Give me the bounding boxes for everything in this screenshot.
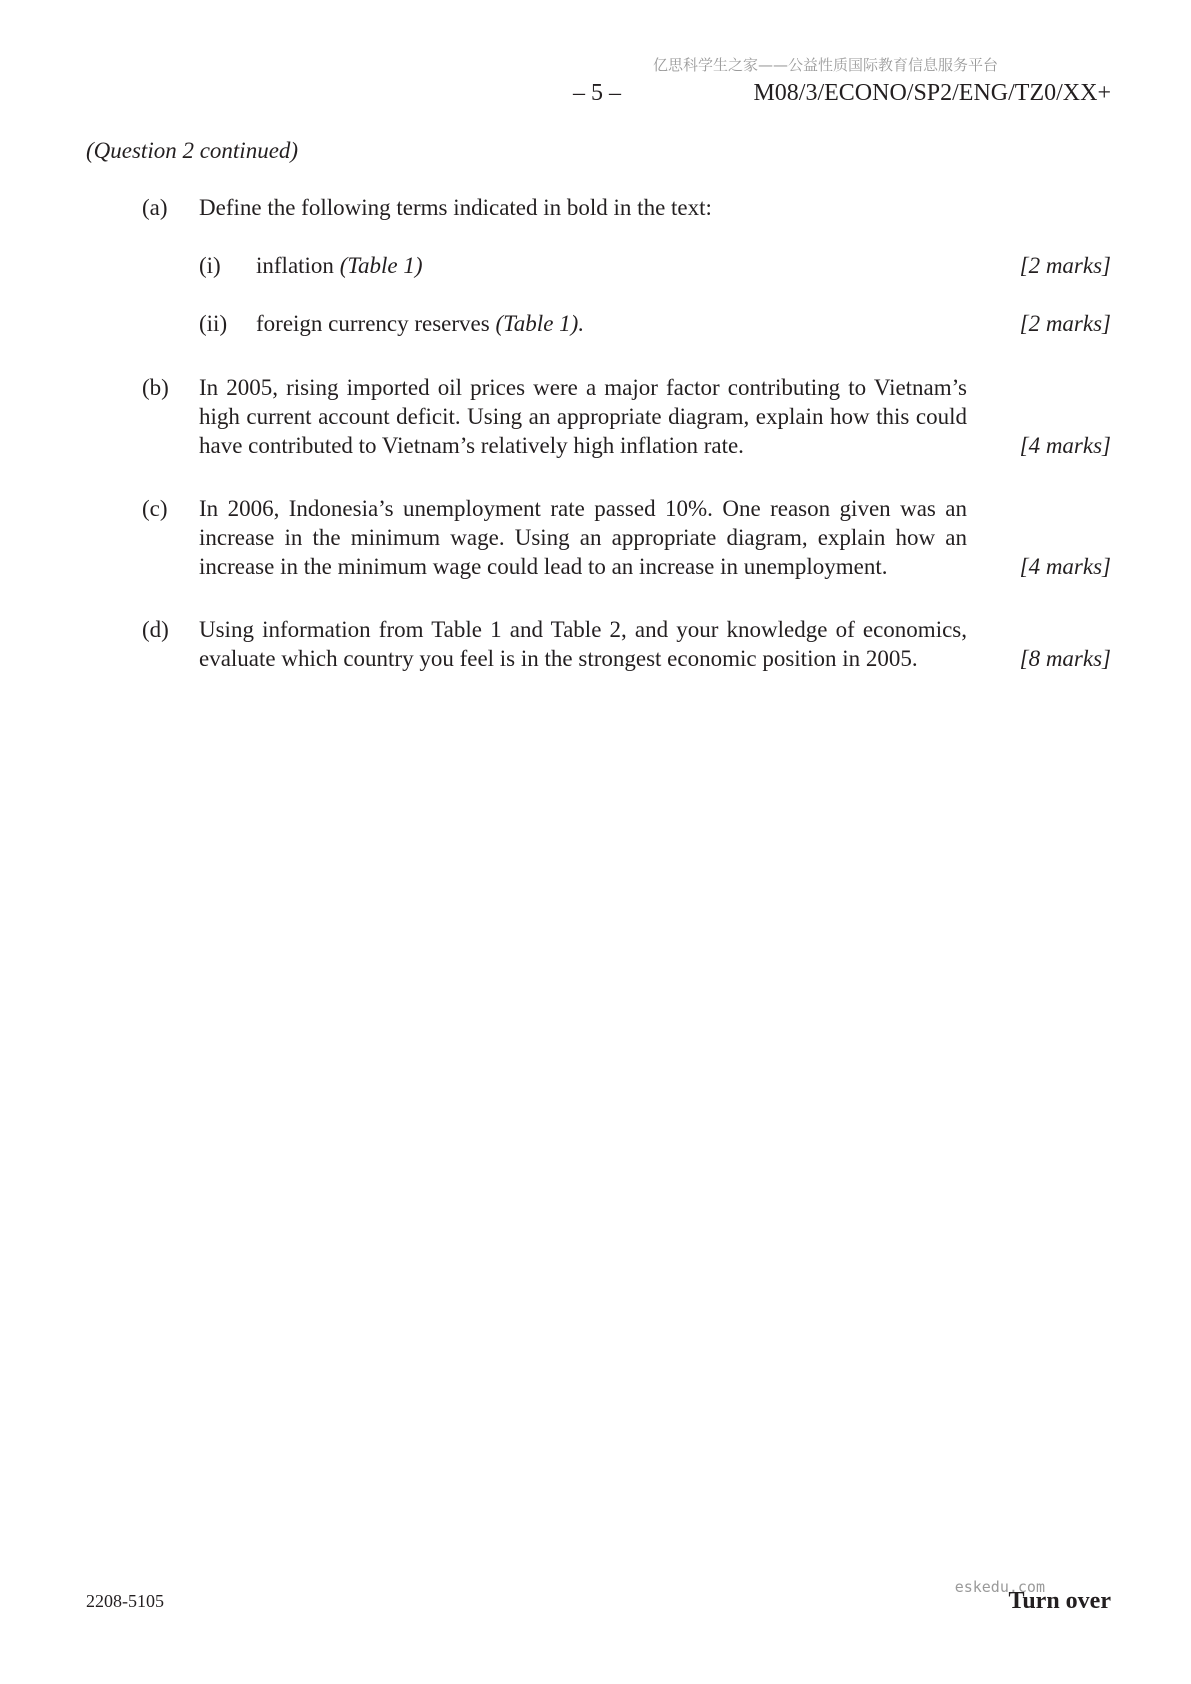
question-text: In 2005, rising imported oil prices were a major factor contributing to Vietnam’s high current account deficit. Using an appropriate diagram, explain how this could have contributed to Vietnam’s relatively high inflation rate. — [199, 375, 967, 458]
turn-over-label: Turn over — [1008, 1588, 1111, 1614]
question-text: Using information from Table 1 and Table 2, and your knowledge of economics, evaluate which country you feel is in the strongest economic position in 2005. — [199, 617, 967, 671]
marks: [4 marks] — [1019, 433, 1111, 458]
footer-code: 2208-5105 — [86, 1591, 164, 1611]
marks: [8 marks] — [1019, 646, 1111, 671]
question-label: (c) — [142, 496, 168, 521]
question-b — [0, 373, 1191, 463]
page-number: – 5 – — [573, 80, 621, 106]
paper-code: M08/3/ECONO/SP2/ENG/TZ0/XX+ — [753, 80, 1111, 106]
question-text: Define the following terms indicated in bold in the text: — [199, 195, 712, 220]
watermark-header: 亿思科学生之家——公益性质国际教育信息服务平台 — [652, 56, 998, 74]
subquestion-label: (ii) — [199, 311, 228, 336]
subquestion-text — [256, 309, 584, 338]
question-label: (a) — [142, 195, 168, 220]
term: foreign currency reserves — [256, 311, 496, 336]
question-label: (d) — [142, 617, 169, 642]
table-reference: (Table 1) — [339, 253, 423, 278]
continued-label: (Question 2 continued) — [86, 138, 299, 163]
marks: [2 marks] — [1019, 253, 1111, 278]
marks: [4 marks] — [1019, 554, 1111, 579]
question-d — [0, 615, 1191, 675]
question-text: In 2006, Indonesia’s unemployment rate passed 10%. One reason given was an increase in the minimum wage. Using an appropriate diagram, explain how an increase in the minimum wage could lead to an increase in unemployment. — [199, 496, 967, 579]
question-c — [0, 494, 1191, 584]
table-reference: (Table 1). — [495, 311, 585, 336]
subquestion-text — [256, 251, 423, 280]
question-label: (b) — [142, 375, 169, 400]
marks: [2 marks] — [1019, 311, 1111, 336]
subquestion-label: (i) — [199, 253, 221, 278]
watermark-footer: eskedu.com — [954, 1578, 1045, 1596]
term: inflation — [256, 253, 340, 278]
